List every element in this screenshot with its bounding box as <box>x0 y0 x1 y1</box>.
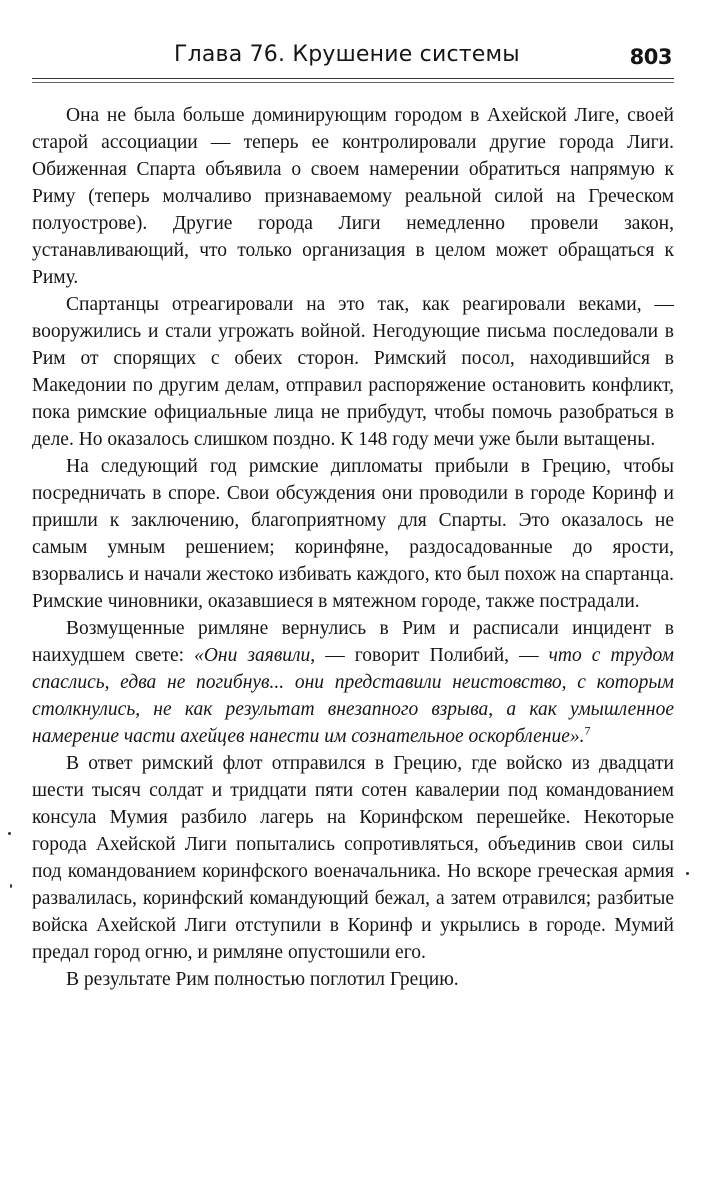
paragraph-1: Она не была больше доминирующим городом в Ахейской Лиге, своей старой ассоциации — теперь ее контролировали другие города Лиги. Обиженная Спарта объявила о своем намерении обратиться напрямую к Риму (теперь молчаливо признаваемому реальной силой на Греческом полуострове). Другие города Лиги немедленно провели закон, устанавливающий, что только организация в целом может обращаться к Риму. <box>32 105 674 288</box>
scan-speck <box>10 884 12 888</box>
header-rule-secondary <box>32 82 674 83</box>
header-rule <box>32 78 674 79</box>
book-page <box>32 38 674 993</box>
chapter-title: Глава 76. Крушение системы <box>174 42 520 67</box>
polybius-quote-part-1: «Они заявили, <box>194 645 316 666</box>
paragraph-4-attribution: — говорит Полибий, — <box>315 645 549 666</box>
paragraph-6: В результате Рим полностью поглотил Грецию. <box>66 969 459 990</box>
scan-speck <box>686 872 689 875</box>
footnote-marker: 7 <box>584 723 591 738</box>
running-header <box>32 38 674 76</box>
paragraph-4 <box>32 615 674 750</box>
body-text <box>32 102 674 993</box>
paragraph-2: Спартанцы отреагировали на это так, как реагировали веками, — вооружились и стали угрожать войной. Негодующие письма последовали в Рим от спорящих с обеих сторон. Римский посол, находившийся в Македонии по другим делам, отправил распоряжение остановить конфликт, пока римские официальные лица не прибудут, чтобы помочь разобраться в деле. Но оказалось слишком поздно. К 148 году мечи уже были вытащены. <box>32 294 674 450</box>
scan-speck <box>8 832 11 835</box>
paragraph-4-intro: Возмущенные римляне вернулись в Рим и расписали инцидент в наихудшем свете: <box>32 618 674 666</box>
paragraph-3: На следующий год римские дипломаты прибыли в Грецию, чтобы посредничать в споре. Свои обсуждения они проводили в городе Коринф и пришли к заключению, благоприятному для Спарты. Это оказалось не самым умным решением; коринфяне, раздосадованные до ярости, взорвались и начали жестоко избивать каждого, кто был похож на спартанца. Римские чиновники, оказавшиеся в мятежном городе, также пострадали. <box>32 456 674 612</box>
polybius-quote-part-2: что с трудом спаслись, едва не погибнув... они представили неистовство, с которым столкнулись, не как результат внезапного взрыва, а как умышленное намерение части ахейцев нанести им сознательное оскорбление». <box>32 645 675 747</box>
page-number: 803 <box>629 45 672 69</box>
paragraph-5: В ответ римский флот отправился в Грецию, где войско из двадцати шести тысяч солдат и тридцати пяти сотен кавалерии под командованием консула Мумия разбило лагерь на Коринфском перешейке. Некоторые города Ахейской Лиги попытались сопротивляться, объединив свои силы под командованием коринфского военачальника. Но вскоре греческая армия развалилась, коринфский командующий бежал, а затем отравился; разбитые войска Ахейской Лиги отступили в Коринф и укрылись в городе. Мумий предал город огню, и римляне опустошили его. <box>32 753 674 963</box>
